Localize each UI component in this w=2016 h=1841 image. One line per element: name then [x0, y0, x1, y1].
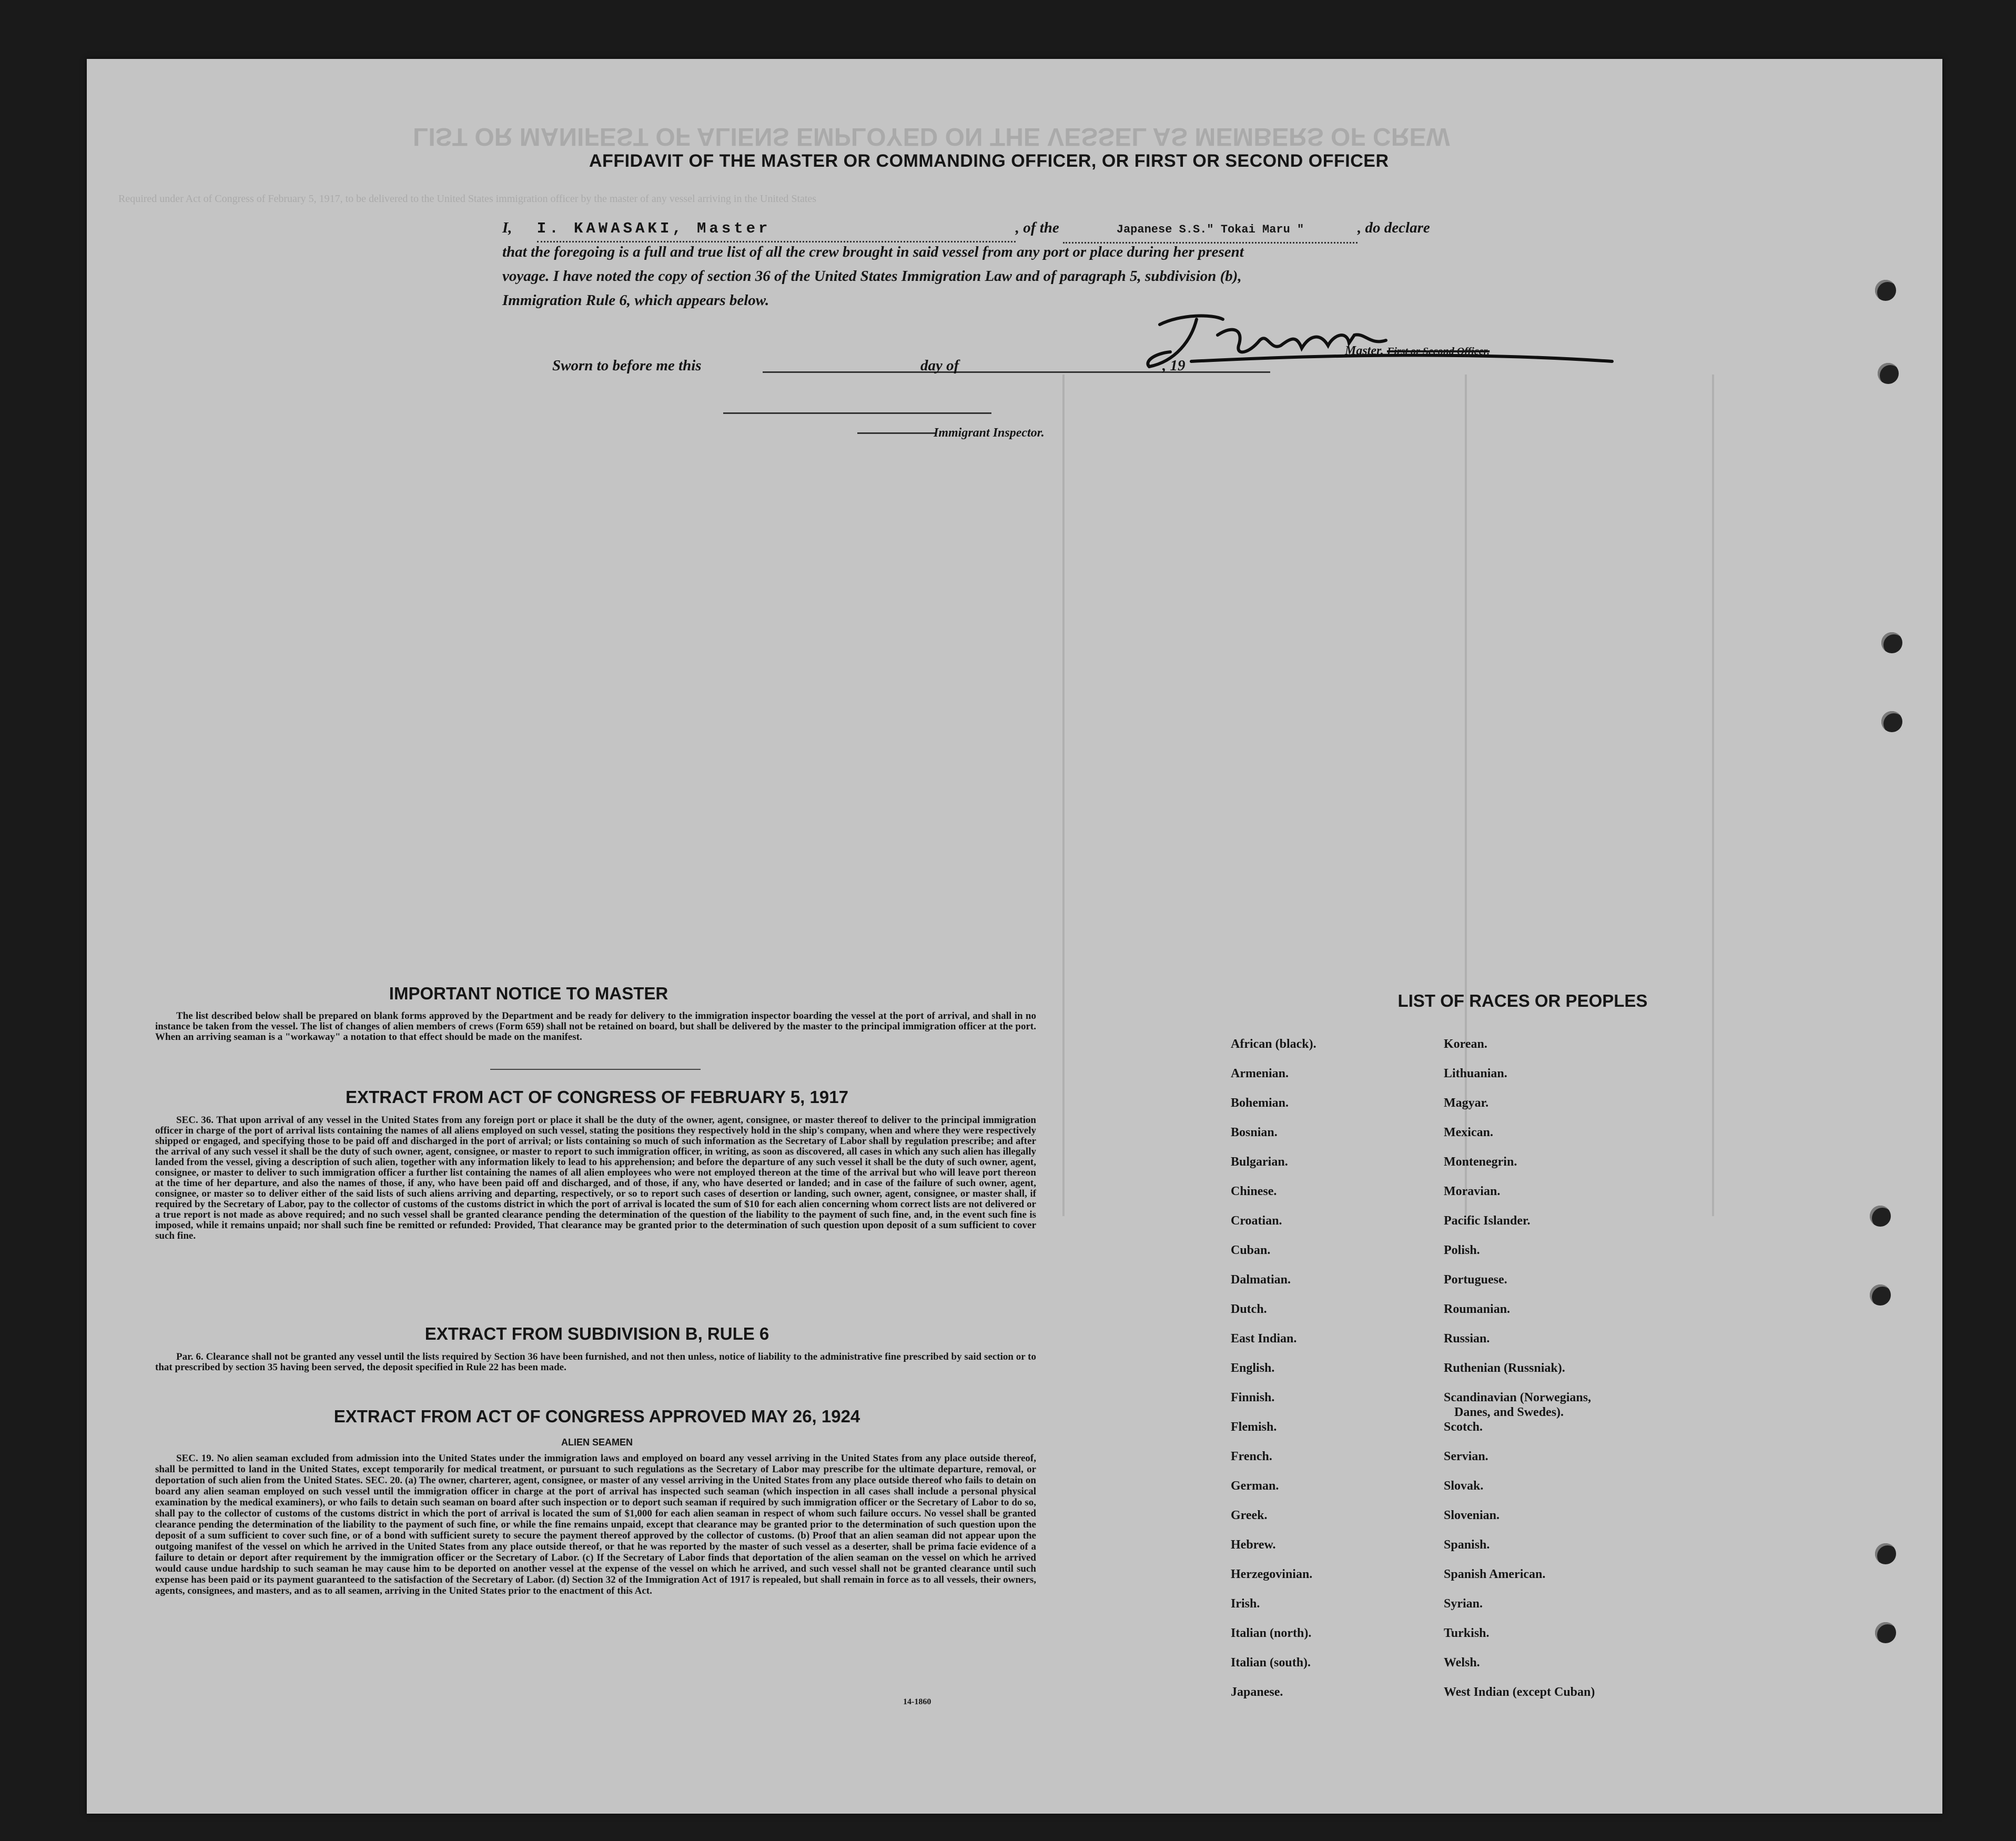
- race-item: Chinese.: [1231, 1185, 1277, 1198]
- binder-hole-icon: [1881, 632, 1902, 653]
- affidavit-title: AFFIDAVIT OF THE MASTER OR COMMANDING OFFICER, OR FIRST OR SECOND OFFICER: [589, 151, 1389, 171]
- race-item: Moravian.: [1444, 1185, 1501, 1198]
- races-column-2: [1444, 1029, 1595, 1707]
- race-item: Italian (south).: [1231, 1656, 1311, 1670]
- binder-hole-icon: [1870, 1206, 1891, 1227]
- race-item: Bosnian.: [1231, 1126, 1278, 1139]
- races-title: LIST OF RACES OR PEOPLES: [1397, 991, 1648, 1010]
- race-item: Cuban.: [1231, 1243, 1271, 1257]
- race-item-scandinavian-cont: Danes, and Swedes).: [1454, 1405, 1564, 1419]
- divider: [490, 1069, 701, 1070]
- year-text: , 19: [1162, 357, 1186, 374]
- race-item: Spanish American.: [1444, 1567, 1546, 1581]
- vessel-name: Japanese S.S." Tokai Maru ": [1063, 218, 1357, 244]
- sworn-text: Sworn to before me this: [552, 357, 702, 374]
- race-item: Magyar.: [1444, 1096, 1489, 1110]
- race-item: Croatian.: [1231, 1214, 1282, 1228]
- race-item: Armenian.: [1231, 1067, 1289, 1080]
- day-of-text: day of: [920, 357, 959, 374]
- race-item: Hebrew.: [1231, 1538, 1276, 1552]
- race-item: Portuguese.: [1444, 1273, 1507, 1287]
- extract-1924-subtitle: ALIEN SEAMEN: [561, 1437, 633, 1448]
- affidavit-line-2: that the foregoing is a full and true list of all the crew brought in said vessel from any port or place during her present: [502, 244, 1244, 260]
- binder-hole-icon: [1870, 1284, 1891, 1306]
- race-item: German.: [1231, 1479, 1279, 1493]
- extract-1924-title: EXTRACT FROM ACT OF CONGRESS APPROVED MAY 26, 1924: [333, 1407, 860, 1426]
- sworn-year-line: [1191, 371, 1223, 373]
- inspector-line-2: [857, 432, 936, 434]
- race-item: Flemish.: [1231, 1420, 1277, 1434]
- race-item: Lithuanian.: [1444, 1067, 1507, 1080]
- binder-hole-icon: [1875, 1622, 1896, 1643]
- race-item: Herzegovinian.: [1231, 1567, 1313, 1581]
- form-number: 14-1860: [903, 1697, 931, 1706]
- binder-hole-icon: [1881, 711, 1902, 732]
- sworn-day-line: [763, 371, 1005, 373]
- race-item: Greek.: [1231, 1509, 1268, 1522]
- extract-rule6-title: EXTRACT FROM SUBDIVISION B, RULE 6: [424, 1324, 769, 1343]
- race-item: Slovak.: [1444, 1479, 1484, 1493]
- notice-body: The list described below shall be prepared on blank forms approved by the Department and be ready for delivery to the immigration inspector boarding the vessel at the port of arrival, and shall in no instance be taken from the vessel. The list of changes of alien members of crews (Form 659) shall not be retained on board, but shall be delivered by the master to the principal immigration officer at the port. When an arriving seaman is a "workaway" a notation to that effect should be made on the manifest.: [155, 1010, 1036, 1043]
- race-item: Servian.: [1444, 1450, 1488, 1463]
- race-item: Syrian.: [1444, 1597, 1483, 1611]
- master-label: [1345, 339, 1490, 363]
- binder-hole-icon: [1878, 363, 1899, 384]
- race-item: Montenegrin.: [1444, 1155, 1517, 1169]
- race-item: Spanish.: [1444, 1538, 1490, 1552]
- race-item: Scotch.: [1444, 1420, 1483, 1434]
- of-the-text: , of the: [1015, 219, 1059, 236]
- race-item: Dutch.: [1231, 1302, 1267, 1316]
- extract-rule6-body: Par. 6. Clearance shall not be granted any vessel until the lists required by Section 36 have been furnished, and not then unless, notice of liability to the administrative fine prescribed by said section or to that prescribed by section 35 having been served, the deposit specified in Rule 22 has been made.: [155, 1351, 1036, 1373]
- race-item: Pacific Islander.: [1444, 1214, 1531, 1228]
- officer-struck-text: First or Second Officer.: [1387, 346, 1490, 357]
- sworn-month-line: [981, 371, 1270, 373]
- race-item: Mexican.: [1444, 1126, 1493, 1139]
- ghost-subheader: Required under Act of Congress of February 5, 1917, to be delivered to the United States immigration officer by the master of any vessel arriving in the United States: [118, 193, 817, 205]
- ghost-header: LIST OR MANIFEST OF ALIENS EMPLOYED ON THE VESSEL AS MEMBERS OF CREW: [413, 123, 1450, 150]
- extract-1917-body: SEC. 36. That upon arrival of any vessel in the United States from any foreign port or place it shall be the duty of the owner, agent, consignee, or master thereof to deliver to the principal immigration officer in charge of the port of arrival lists containing the names of all aliens employed on such vessel, stating the positions they respectively hold in the ship's company, when and where they were respectively shipped or engaged, and specifying those to be paid off and discharged in the port of arrival; or lists containing so much of such information as the Secretary of Labor shall by regulation prescribe; and after the arrival of any such vessel it shall be the duty of such owner, agent, consignee, or master to report to such immigration officer, in writing, as soon as discovered, all cases in which any such alien has illegally landed from the vessel, giving a description of such alien, together with any information likely to lead to his apprehension; and before the departure of any such vessel it shall be the duty of such owner, agent, consignee, or master to deliver to such immigration officer a further list containing the names of all alien employees who were not employed thereon at the time of the arrival but who will leave port thereon at the time of her departure, and also the names of those, if any, who have been paid off and discharged, and of those, if any, who have deserted or landed; and in case of the failure of such owner, agent, consignee, or master so to deliver either of the said lists of such aliens arriving and departing, respectively, or so to report such cases of desertion or landing, such owner, agent, consignee, or master shall, if required by the Secretary of Labor, pay to the collector of customs of the customs district in which the port of arrival is located the sum of $10 for each alien concerning whom correct lists are not delivered or a true report is not made as above required; and no such vessel shall be granted clearance pending the determination of the question of the liability to the payment of such fine, and, in the event such fine is imposed, while it remains unpaid; nor shall such fine be remitted or refunded: Provided, That clearance may be granted prior to the determination of such question upon deposit of a sum sufficient to cover such fine.: [155, 1115, 1036, 1241]
- race-item: Bohemian.: [1231, 1096, 1289, 1110]
- manifest-page: [87, 59, 1942, 1814]
- inspector-label: Immigrant Inspector.: [934, 426, 1045, 440]
- race-item: Russian.: [1444, 1332, 1490, 1346]
- race-item: Turkish.: [1444, 1626, 1490, 1640]
- do-declare-text: , do declare: [1357, 219, 1430, 236]
- races-column-1: [1231, 1029, 1316, 1707]
- affidavit-line-3: voyage. I have noted the copy of section 36 of the United States Immigration Law and of paragraph 5, subdivision (b),: [502, 268, 1242, 285]
- race-item: English.: [1231, 1361, 1275, 1375]
- race-item: Korean.: [1444, 1037, 1487, 1051]
- race-item: East Indian.: [1231, 1332, 1297, 1346]
- notice-title: IMPORTANT NOTICE TO MASTER: [389, 984, 668, 1003]
- extract-1924-body: SEC. 19. No alien seaman excluded from admission into the United States under the immigration laws and employed on board any vessel arriving in the United States from any place outside thereof, shall be permitted to land in the United States, except temporarily for medical treatment, or pursuant to such regulations as the Secretary of Labor may prescribe for the ultimate departure, removal, or deportation of such alien from the United States. SEC. 20. (a) The owner, charterer, agent, consignee, or master of any vessel arriving in the United States from any place outside thereof who fails to detain on board any alien seaman employed on such vessel until the immigration officer in charge at the port of arrival has inspected such seaman (which inspection in all cases shall include a personal physical examination by the medical examiners), or who fails to detain such seaman on board after such inspection or to deport such seaman if required by such immigration officer or the Secretary of Labor to do so, shall pay to the collector of customs of the customs district in which the port of arrival is located the sum of $1,000 for each alien seaman in respect of whom such failure occurs. No vessel shall be granted clearance pending the determination of the liability to the payment of such fine, or while the fine remains unpaid, except that clearance may be granted prior to the determination of such question upon the deposit of a sum sufficient to cover such fine, or of a bond with sufficient surety to secure the payment thereof approved by the collector of customs. (b) Proof that an alien seaman did not appear upon the outgoing manifest of the vessel on which he arrived in the United States from any place outside thereof, or that he was reported by the master of such vessel as a deserter, shall be prima facie evidence of a failure to detain or deport after requirement by the immigration officer or the Secretary of Labor. (c) If the Secretary of Labor finds that deportation of the alien seaman on the vessel on which he arrived would cause undue hardship to such seaman he may cause him to be deported on another vessel at the expense of the vessel on which he arrived, and such vessel shall not be granted clearance until such expense has been paid or its payment guaranteed to the satisfaction of the Secretary of Labor. (d) Section 32 of the Immigration Act of 1917 is repealed, but shall remain in force as to all vessels, their owners, agents, consignees, and masters, and as to all seamen, arriving in the United States prior to the enactment of this Act.: [155, 1453, 1036, 1596]
- binder-hole-icon: [1875, 280, 1896, 301]
- race-item: Finnish.: [1231, 1391, 1275, 1404]
- race-item: Irish.: [1231, 1597, 1260, 1611]
- race-item-scandinavian: Scandinavian (Norwegians,: [1444, 1391, 1592, 1404]
- master-name: I. KAWASAKI, Master: [537, 217, 1016, 242]
- master-label-text: Master,: [1345, 344, 1384, 358]
- race-item: Japanese.: [1231, 1685, 1283, 1699]
- race-item: Polish.: [1444, 1243, 1480, 1257]
- race-item: French.: [1231, 1450, 1272, 1463]
- affidavit-line-4: Immigration Rule 6, which appears below.: [502, 292, 769, 309]
- race-item: Italian (north).: [1231, 1626, 1312, 1640]
- race-item: Welsh.: [1444, 1656, 1480, 1670]
- race-item: Slovenian.: [1444, 1509, 1500, 1522]
- binder-hole-icon: [1875, 1543, 1896, 1564]
- affidavit-i: I,: [502, 219, 512, 236]
- ghost-column: [1712, 375, 1714, 1216]
- race-item: Dalmatian.: [1231, 1273, 1291, 1287]
- inspector-line: [723, 412, 991, 414]
- race-item: Ruthenian (Russniak).: [1444, 1361, 1565, 1375]
- ghost-column: [1062, 375, 1065, 1216]
- extract-1917-title: EXTRACT FROM ACT OF CONGRESS OF FEBRUARY 5, 1917: [346, 1087, 848, 1107]
- race-item: African (black).: [1231, 1037, 1316, 1051]
- race-item: Bulgarian.: [1231, 1155, 1288, 1169]
- race-item: West Indian (except Cuban): [1444, 1685, 1595, 1699]
- race-item: Roumanian.: [1444, 1302, 1511, 1316]
